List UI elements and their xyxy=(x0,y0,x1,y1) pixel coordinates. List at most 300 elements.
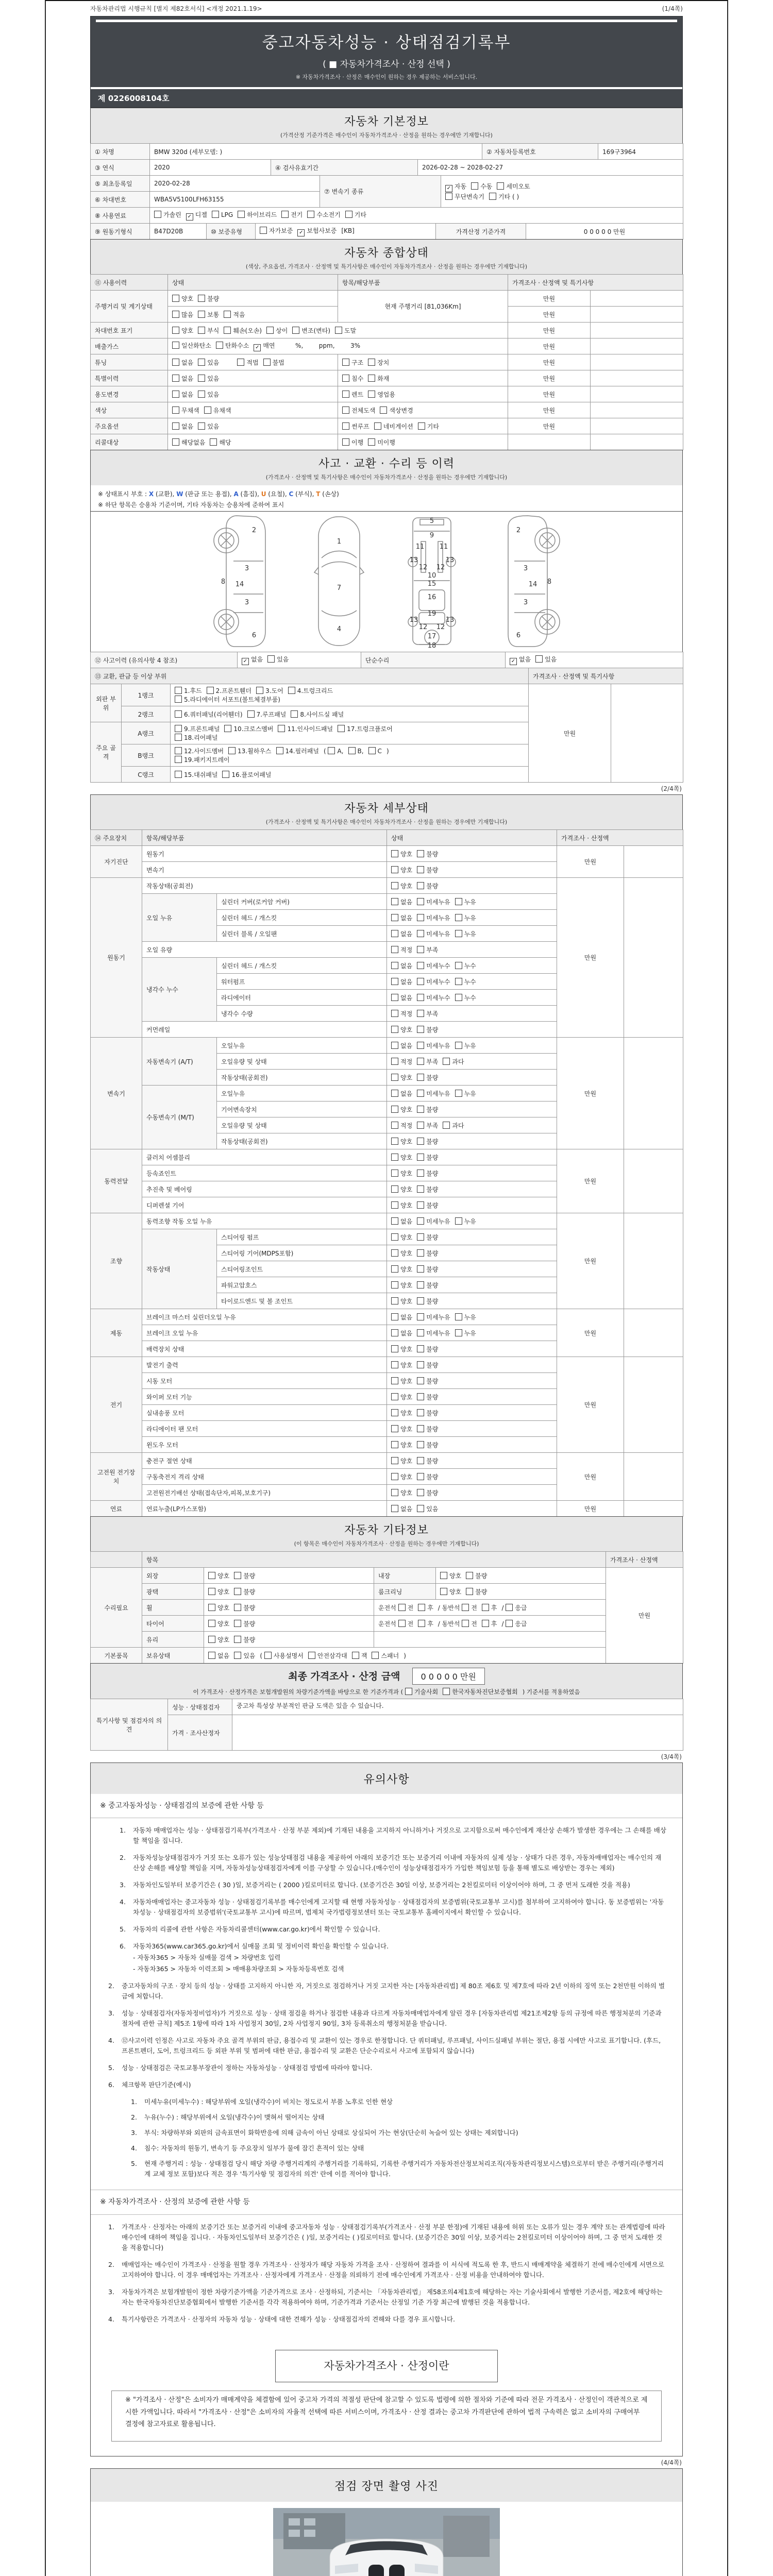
notice-item: 5. 현재 주행거리 : 성능 · 상태점검 당시 해당 차량 주행거리계의 주행거리를 기록하되, 기록한 주행거리가 자동차전산정보처리조직(자동차관리정보시스템)으로부터 받은 주행거리(주행거리계 교체 정보 포함)보다 적은 경우 '특기사항 및 점검자의 의견' 란에 이를 적어야 합니다. xyxy=(131,2160,664,2178)
checkbox[interactable] xyxy=(482,1604,489,1611)
part-name: 오일 유량 xyxy=(142,942,387,958)
checkbox[interactable] xyxy=(228,747,236,754)
checkbox[interactable] xyxy=(440,1588,447,1595)
checkbox[interactable] xyxy=(208,1588,215,1595)
checkbox[interactable] xyxy=(342,422,349,430)
checkbox[interactable] xyxy=(391,898,398,905)
checkbox[interactable] xyxy=(307,211,314,218)
checkbox[interactable] xyxy=(175,687,182,694)
checkbox[interactable] xyxy=(391,1106,398,1113)
checkbox[interactable] xyxy=(238,211,245,218)
checkbox[interactable] xyxy=(291,710,298,718)
checkbox-option: 불량 xyxy=(417,1297,438,1306)
panel-number: 13 xyxy=(409,616,418,624)
checkbox[interactable] xyxy=(455,962,462,969)
device-name: 변속기 xyxy=(91,1038,142,1149)
warranty-options: 자가보증 ✓ 보험사보증 [KB] xyxy=(256,224,436,240)
checkbox[interactable] xyxy=(398,1620,406,1627)
checkbox[interactable] xyxy=(417,1090,424,1097)
checkbox[interactable] xyxy=(391,1233,398,1241)
checkbox[interactable] xyxy=(417,898,424,905)
checkbox-option: 양호 xyxy=(391,1456,412,1465)
checkbox[interactable] xyxy=(443,1122,450,1129)
checkbox[interactable] xyxy=(172,375,179,382)
checkbox-option: 8.사이드실 패널 xyxy=(291,710,344,719)
checkbox[interactable] xyxy=(222,771,229,778)
checkbox-option: 양호 xyxy=(208,1603,229,1612)
panel-number: 1 xyxy=(337,538,341,546)
checkbox[interactable] xyxy=(506,1604,513,1611)
checkbox[interactable] xyxy=(352,1652,359,1659)
checkbox[interactable] xyxy=(471,182,478,190)
item-name: 휠 xyxy=(142,1600,204,1616)
checkbox[interactable] xyxy=(368,391,375,398)
checkbox[interactable] xyxy=(391,882,398,889)
checkbox[interactable] xyxy=(338,725,345,732)
checkbox[interactable] xyxy=(455,1329,462,1336)
inspection-value: 2026-02-28 ~ 2028-02-27 xyxy=(418,160,683,176)
inspector-opinion: 중고차 특성상 부분적인 판금 도색은 있을 수 있습니다. xyxy=(232,1699,683,1715)
checkbox[interactable] xyxy=(417,866,424,873)
checkbox[interactable] xyxy=(342,375,349,382)
checkbox[interactable] xyxy=(345,211,352,218)
checkbox[interactable] xyxy=(417,1233,424,1241)
checkbox[interactable] xyxy=(172,311,179,318)
checkbox[interactable] xyxy=(417,946,424,953)
checkbox[interactable] xyxy=(417,1170,424,1177)
checkbox[interactable] xyxy=(391,1489,398,1496)
checkbox[interactable] xyxy=(175,725,182,732)
checkbox[interactable] xyxy=(210,438,217,446)
checkbox[interactable] xyxy=(288,687,295,694)
checkbox[interactable] xyxy=(234,1652,241,1659)
checkbox[interactable] xyxy=(234,1636,241,1643)
checkbox[interactable] xyxy=(247,710,255,718)
checkbox[interactable] xyxy=(455,1217,462,1225)
checkbox[interactable] xyxy=(391,1505,398,1512)
checkbox[interactable] xyxy=(405,1688,412,1695)
checkbox-option: 미세누유 xyxy=(417,1217,450,1226)
checkbox[interactable] xyxy=(175,747,182,754)
checkbox[interactable] xyxy=(417,1026,424,1033)
part-name: 실내송풍 모터 xyxy=(142,1405,387,1421)
checkbox[interactable] xyxy=(372,1652,379,1659)
checkbox[interactable] xyxy=(391,1457,398,1464)
checkbox[interactable] xyxy=(391,978,398,985)
checkbox[interactable] xyxy=(391,1297,398,1304)
checkbox[interactable] xyxy=(208,1572,215,1579)
checkbox[interactable] xyxy=(417,1154,424,1161)
checkbox-option: 불량 xyxy=(417,1393,438,1401)
checkbox[interactable] xyxy=(417,1074,424,1081)
checkbox[interactable] xyxy=(391,1377,398,1384)
checkbox[interactable] xyxy=(445,193,452,200)
checkbox[interactable] xyxy=(391,930,398,937)
checkbox[interactable] xyxy=(264,1652,272,1659)
checkbox[interactable] xyxy=(417,1489,424,1496)
checkbox[interactable] xyxy=(234,1572,241,1579)
checkbox[interactable] xyxy=(535,655,543,663)
checkbox[interactable] xyxy=(417,1441,424,1448)
checkbox[interactable] xyxy=(172,422,179,430)
checkbox[interactable]: ✓ xyxy=(186,213,193,221)
checkbox[interactable] xyxy=(418,422,425,430)
checkbox[interactable] xyxy=(342,406,349,414)
checkbox[interactable] xyxy=(455,978,462,985)
checkbox[interactable] xyxy=(417,1313,424,1320)
checkbox[interactable] xyxy=(198,295,205,302)
checkbox[interactable] xyxy=(224,725,231,732)
state-code: W xyxy=(176,490,183,498)
checkbox[interactable]: ✓ xyxy=(297,229,305,236)
checkbox[interactable] xyxy=(391,1074,398,1081)
checkbox[interactable] xyxy=(198,422,205,430)
checkbox[interactable] xyxy=(417,962,424,969)
part-name: 원동기 xyxy=(142,846,387,862)
checkbox-option: 스패너 xyxy=(372,1651,399,1660)
checkbox[interactable] xyxy=(380,406,387,414)
panel-number: 17 xyxy=(427,633,436,640)
checkbox[interactable] xyxy=(266,327,274,334)
checkbox[interactable] xyxy=(455,914,462,921)
checkbox[interactable] xyxy=(391,1473,398,1480)
checkbox[interactable] xyxy=(466,1572,473,1579)
basic-info-header xyxy=(90,108,683,143)
checkbox[interactable] xyxy=(391,1217,398,1225)
checkbox[interactable] xyxy=(391,866,398,873)
checkbox[interactable] xyxy=(455,930,462,937)
panel-number: 3 xyxy=(244,599,249,606)
checkbox-option: 5.라디에이터 서포트(볼트체결부품) xyxy=(175,695,280,704)
checkbox[interactable] xyxy=(497,182,504,190)
checkbox[interactable] xyxy=(417,1361,424,1368)
part-name: 브레이크 오일 누유 xyxy=(142,1325,387,1341)
notice-header xyxy=(90,1762,683,1794)
checkbox[interactable] xyxy=(391,1425,398,1432)
checkbox[interactable] xyxy=(440,1572,447,1579)
checkbox[interactable] xyxy=(417,1010,424,1017)
checkbox[interactable] xyxy=(374,422,381,430)
col-part: 항목/해당부품 xyxy=(142,830,387,846)
checkbox[interactable] xyxy=(368,375,375,382)
checkbox[interactable] xyxy=(172,391,179,398)
engine-label: ⑨ 원동기형식 xyxy=(91,224,150,240)
checkbox[interactable] xyxy=(263,359,271,366)
engine-value: B47D20B xyxy=(150,224,207,240)
checkbox[interactable] xyxy=(172,438,179,446)
checkbox[interactable] xyxy=(391,1329,398,1336)
item-name: 외장 xyxy=(142,1568,204,1584)
checkbox[interactable] xyxy=(417,1201,424,1209)
checkbox[interactable] xyxy=(391,1010,398,1017)
checkbox[interactable] xyxy=(328,747,335,754)
checkbox[interactable] xyxy=(417,1457,424,1464)
row-label: 튜닝 xyxy=(91,354,168,370)
checkbox[interactable] xyxy=(417,1345,424,1352)
checkbox[interactable] xyxy=(417,1185,424,1193)
checkbox[interactable] xyxy=(417,1329,424,1336)
checkbox[interactable] xyxy=(260,227,267,234)
checkbox[interactable] xyxy=(391,850,398,857)
checkbox[interactable] xyxy=(208,1620,215,1627)
checkbox[interactable] xyxy=(212,211,219,218)
checkbox[interactable] xyxy=(342,359,349,366)
checkbox[interactable] xyxy=(172,406,179,414)
checkbox[interactable] xyxy=(175,756,182,763)
checkbox[interactable] xyxy=(418,1604,425,1611)
photos-title: 점검 장면 촬영 사진 xyxy=(334,2480,439,2493)
checkbox[interactable] xyxy=(417,882,424,889)
mileage-value: 현재 주행거리 [81,036Km] xyxy=(338,291,508,323)
notice-item: 2. 매매업자는 매수인이 가격조사 · 산정을 원할 경우 가격조사 · 산정자가 해당 자동차 가격을 조사 · 산정하여 결과를 이 서식에 적도록 한 후, 반드시 매매계약을 체결하기 전에 매수인에게 서면으로 고지하여야 합니다. 이 경우 매매업자는 가격조사 · 산정자에게 가격조사 · 산정을 의뢰하기 전에 매수인에게 가격조사 · 산정 비용을 안내하여야 합니다. xyxy=(108,2260,664,2279)
checkbox-option: 불량 xyxy=(417,1073,438,1082)
checkbox[interactable] xyxy=(398,1604,406,1611)
checkbox[interactable] xyxy=(267,655,275,663)
part-name: 배력장치 상태 xyxy=(142,1341,387,1357)
checkbox[interactable] xyxy=(417,1106,424,1113)
checkbox[interactable] xyxy=(172,327,179,334)
checkbox-option: A, xyxy=(328,747,343,755)
checkbox[interactable] xyxy=(417,1297,424,1304)
checkbox[interactable] xyxy=(198,359,205,366)
checkbox[interactable] xyxy=(175,696,182,703)
checkbox-option: 불량 xyxy=(417,1201,438,1210)
final-price-amount: 0 0 0 0 0 만원 xyxy=(412,1668,485,1685)
checkbox[interactable] xyxy=(292,327,299,334)
checkbox[interactable] xyxy=(237,359,244,366)
other-info-header xyxy=(90,1516,683,1552)
checkbox-option: 부식 xyxy=(198,326,219,335)
checkbox-option: 불량 xyxy=(198,294,219,303)
checkbox[interactable] xyxy=(391,1138,398,1145)
checkbox[interactable] xyxy=(391,946,398,953)
checkbox-option: 6.쿼터패널(리어휀더) xyxy=(175,710,243,719)
part-name: 연료누출(LP가스포함) xyxy=(142,1501,387,1517)
checkbox[interactable] xyxy=(418,1620,425,1627)
checkbox-option: LPG xyxy=(212,211,233,218)
checkbox[interactable] xyxy=(417,978,424,985)
checkbox-option: 과다 xyxy=(443,1121,464,1130)
checkbox[interactable] xyxy=(175,710,182,718)
checkbox[interactable] xyxy=(391,1441,398,1448)
checkbox[interactable]: ✓ xyxy=(510,658,517,665)
checkbox[interactable] xyxy=(348,747,356,754)
first-reg-value: 2020-02-28 xyxy=(150,176,320,192)
checkbox[interactable] xyxy=(208,1604,215,1611)
checkbox[interactable] xyxy=(417,1425,424,1432)
checkbox-option: 14.필러패널 xyxy=(276,747,319,755)
checkbox[interactable] xyxy=(489,193,496,200)
checkbox[interactable] xyxy=(391,1249,398,1257)
top-meta-row xyxy=(90,3,683,16)
checkbox[interactable] xyxy=(198,311,205,318)
checkbox-option: 양호 xyxy=(391,1025,412,1034)
checkbox[interactable] xyxy=(234,1588,241,1595)
checkbox[interactable] xyxy=(224,311,231,318)
checkbox[interactable] xyxy=(175,771,182,778)
checkbox[interactable] xyxy=(342,391,349,398)
checkbox[interactable] xyxy=(466,1588,473,1595)
checkbox[interactable] xyxy=(417,1393,424,1400)
checkbox[interactable] xyxy=(417,1249,424,1257)
checkbox[interactable] xyxy=(342,438,349,446)
checkbox[interactable] xyxy=(281,211,289,218)
checkbox-option: 양호 xyxy=(440,1571,461,1580)
checkbox[interactable] xyxy=(455,1313,462,1320)
checkbox[interactable]: ✓ xyxy=(242,658,249,665)
panel-number: 19 xyxy=(427,610,436,618)
checkbox[interactable] xyxy=(391,1265,398,1273)
checkbox[interactable] xyxy=(391,1361,398,1368)
checkbox[interactable] xyxy=(417,1138,424,1145)
checkbox[interactable] xyxy=(391,1313,398,1320)
checkbox[interactable] xyxy=(368,359,375,366)
checkbox[interactable] xyxy=(391,1170,398,1177)
checkbox[interactable] xyxy=(207,687,214,694)
checkbox-option: 도말 xyxy=(335,326,356,335)
checkbox[interactable] xyxy=(462,1620,469,1627)
checkbox-option: 영업용 xyxy=(368,390,395,399)
inspection-record-document xyxy=(45,0,728,2576)
state-code: A xyxy=(233,490,239,498)
checkbox[interactable] xyxy=(208,1652,215,1659)
checkbox-option: 양호 xyxy=(391,1137,412,1146)
subgroup-name: 수동변속기 (M/T) xyxy=(142,1086,217,1149)
checkbox[interactable] xyxy=(175,734,182,741)
checkbox-option: 불량 xyxy=(417,1185,438,1194)
checkbox-option: 불량 xyxy=(417,1472,438,1481)
checkbox[interactable] xyxy=(391,1185,398,1193)
part-name: 오일유량 및 상태 xyxy=(217,1117,387,1133)
vin-value: WBA5V5100LFH63155 xyxy=(150,192,320,208)
checkbox-option: 없음 xyxy=(391,977,412,986)
checkbox[interactable] xyxy=(462,1604,469,1611)
checkbox[interactable] xyxy=(417,1265,424,1273)
checkbox[interactable] xyxy=(208,1636,215,1643)
checkbox-option: 가솔린 xyxy=(154,210,181,219)
checkbox[interactable] xyxy=(391,1058,398,1065)
checkbox[interactable] xyxy=(417,1377,424,1384)
checkbox[interactable] xyxy=(391,1042,398,1049)
panel-number: 12 xyxy=(418,623,427,631)
checkbox[interactable] xyxy=(391,1026,398,1033)
checkbox-option: 전 xyxy=(462,1619,477,1628)
checkbox[interactable] xyxy=(391,962,398,969)
checkbox[interactable] xyxy=(391,1345,398,1352)
checkbox-option: 잭 xyxy=(352,1651,367,1660)
checkbox[interactable] xyxy=(172,295,179,302)
checkbox-option: ✓ 자동 xyxy=(445,182,466,192)
checkbox[interactable] xyxy=(204,406,211,414)
device-name: 조향 xyxy=(91,1213,142,1309)
checkbox[interactable] xyxy=(234,1620,241,1627)
checkbox[interactable] xyxy=(391,1154,398,1161)
checkbox[interactable] xyxy=(391,994,398,1001)
legend-note: ※ 하단 항목은 승용차 기준이며, 기타 자동차는 승용차에 준하여 표시 xyxy=(98,501,284,509)
checkbox-option: 누수 xyxy=(455,961,476,970)
checkbox[interactable] xyxy=(391,914,398,921)
checkbox[interactable] xyxy=(368,438,375,446)
checkbox[interactable] xyxy=(443,1688,450,1695)
checkbox[interactable] xyxy=(198,327,205,334)
checkbox[interactable] xyxy=(368,747,376,754)
checkbox[interactable] xyxy=(172,359,179,366)
checkbox[interactable] xyxy=(417,930,424,937)
checkbox[interactable] xyxy=(198,391,205,398)
checkbox[interactable] xyxy=(391,1201,398,1209)
checkbox-option: 양호 xyxy=(208,1619,229,1628)
checkbox-option: 13.휠하우스 xyxy=(228,747,271,755)
checkbox-option: 3.도어 xyxy=(256,686,283,695)
checkbox[interactable] xyxy=(443,1058,450,1065)
checkbox[interactable] xyxy=(417,1409,424,1416)
checkbox[interactable] xyxy=(335,327,342,334)
checkbox-option: 부족 xyxy=(417,1057,438,1066)
checkbox[interactable] xyxy=(417,1473,424,1480)
other-info-title: 자동차 기타정보 xyxy=(344,1524,429,1537)
checkbox-option: 적정 xyxy=(391,1121,412,1130)
checkbox[interactable] xyxy=(482,1620,489,1627)
checkbox-option: 15.대쉬패널 xyxy=(175,770,217,779)
checkbox[interactable] xyxy=(216,342,223,349)
checkbox[interactable] xyxy=(417,914,424,921)
checkbox[interactable] xyxy=(391,1122,398,1129)
checkbox[interactable] xyxy=(278,725,285,732)
checkbox[interactable] xyxy=(417,850,424,857)
checkbox-option: 있음 xyxy=(234,1651,255,1660)
checkbox-option: 기타 xyxy=(345,210,366,219)
checkbox[interactable] xyxy=(455,898,462,905)
checkbox[interactable] xyxy=(455,1090,462,1097)
col-price: 가격조사 · 산정액 및 특기사항 xyxy=(508,275,683,291)
checkbox[interactable] xyxy=(234,1604,241,1611)
checkbox[interactable] xyxy=(417,1505,424,1512)
part-name: 라디에이터 팬 모터 xyxy=(142,1421,387,1437)
checkbox[interactable] xyxy=(276,747,283,754)
checkbox[interactable] xyxy=(506,1620,513,1627)
photo-front-view xyxy=(273,2508,500,2576)
checkbox[interactable] xyxy=(256,687,263,694)
notice-item: 5. 성능 · 상태점검은 국토교통부장관이 정하는 자동차성능 · 상태점검 방법에 따라야 합니다. xyxy=(108,2064,373,2072)
checkbox[interactable] xyxy=(455,994,462,1001)
notice-item: 5. 자동차의 리콜에 관한 사항은 자동차리콜센터(www.car.go.kr)에서 확인할 수 있습니다. xyxy=(120,1925,380,1934)
checkbox[interactable] xyxy=(417,994,424,1001)
checkbox[interactable] xyxy=(391,1393,398,1400)
base-price-label: 가격산정 기준가격 xyxy=(436,224,526,240)
checkbox[interactable] xyxy=(417,1058,424,1065)
checkbox[interactable] xyxy=(308,1652,315,1659)
checkbox[interactable]: ✓ xyxy=(254,344,261,351)
checkbox[interactable] xyxy=(417,1122,424,1129)
checkbox[interactable] xyxy=(455,1042,462,1049)
checkbox-option: 적정 xyxy=(391,1009,412,1018)
checkbox[interactable] xyxy=(417,1217,424,1225)
checkbox[interactable] xyxy=(224,327,231,334)
checkbox[interactable] xyxy=(172,342,179,349)
checkbox[interactable] xyxy=(391,1281,398,1289)
checkbox[interactable] xyxy=(391,1409,398,1416)
checkbox[interactable] xyxy=(417,1042,424,1049)
subgroup-name: 오일 누유 xyxy=(142,894,217,942)
part-name: 작동상태(공회전) xyxy=(217,1070,387,1086)
checkbox[interactable] xyxy=(417,1281,424,1289)
checkbox[interactable]: ✓ xyxy=(445,185,452,192)
checkbox[interactable] xyxy=(391,1090,398,1097)
reg-no-label: ② 자동차등록번호 xyxy=(482,144,598,160)
reg-no-value: 169구3964 xyxy=(598,144,683,160)
checkbox[interactable] xyxy=(198,375,205,382)
checkbox[interactable] xyxy=(154,211,161,218)
